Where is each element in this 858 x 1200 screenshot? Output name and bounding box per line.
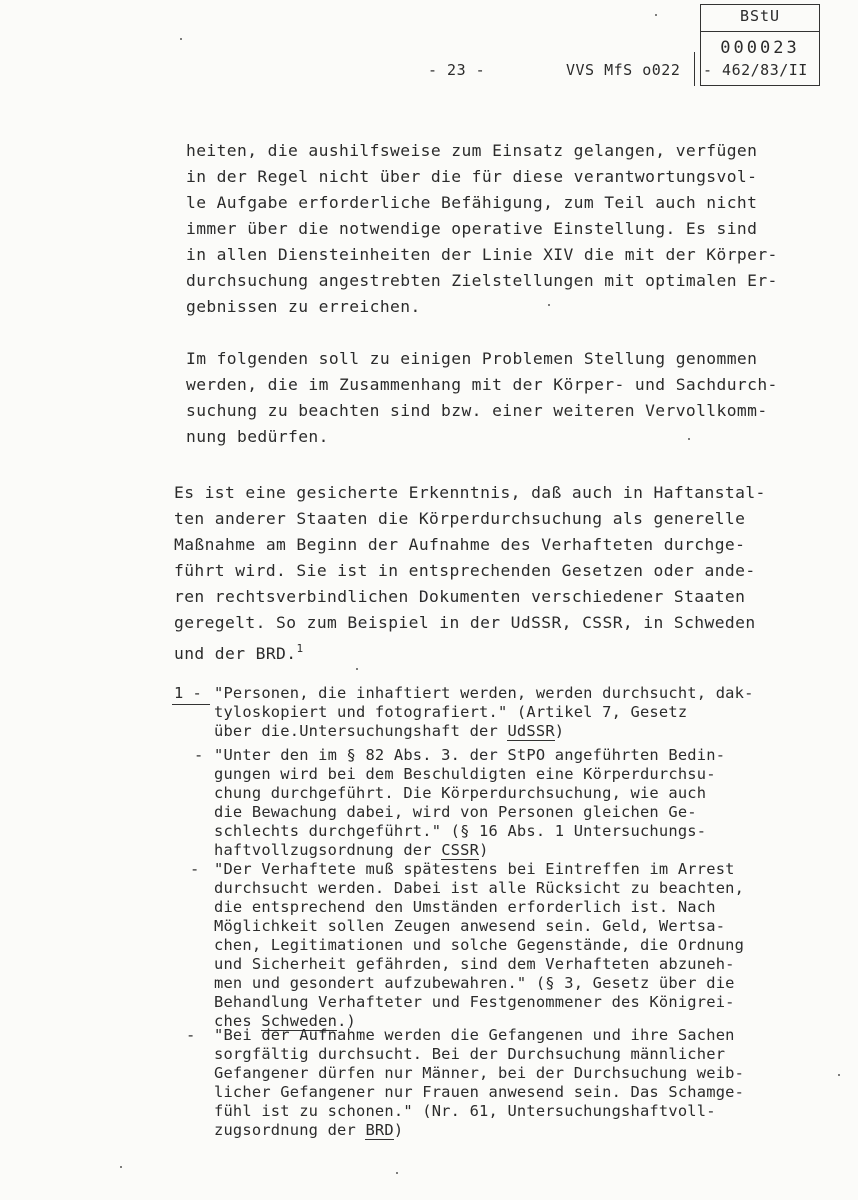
footnote-line — [214, 722, 824, 741]
footnote-line: "Bei der Aufnahme werden die Gefangenen und ihre Sachen — [214, 1026, 735, 1044]
footnote-item-cssr — [214, 746, 824, 860]
footnote-line: licher Gefangener nur Frauen anwesend sein. Das Schamge- — [214, 1083, 745, 1101]
text-line: geregelt. So zum Beispiel in der UdSSR, CSSR, in Schweden — [174, 613, 756, 632]
scan-speck — [688, 438, 690, 440]
scan-speck — [838, 1074, 840, 1076]
footnote-line: Möglichkeit sollen Zeugen anwesend sein. Geld, Wertsa- — [214, 917, 726, 935]
footnote-item-schweden — [214, 860, 824, 1031]
footnote-line: "Personen, die inhaftiert werden, werden durchsucht, dak- — [214, 684, 754, 702]
footnote-line: durchsucht werden. Dabei ist alle Rücksicht zu beachten, — [214, 879, 745, 897]
paragraph-3 — [174, 480, 774, 667]
footnote-line: die Bewachung dabei, wird von Personen gleichen Ge- — [214, 803, 697, 821]
text-line: Maßnahme am Beginn der Aufnahme des Verhafteten durchge- — [174, 535, 746, 554]
footnote-item-udssr — [214, 684, 824, 741]
footnote-line-content: ches — [214, 1012, 262, 1030]
text-line: ten anderer Staaten die Körperdurchsuchung als generelle — [174, 509, 746, 528]
paragraph-2 — [186, 346, 786, 450]
stamp-agency: BStU — [701, 7, 819, 32]
footnote-line-content: über die.Untersuchungshaft der — [214, 722, 508, 740]
text-line: in der Regel nicht über die für diese verantwortungsvol- — [186, 167, 758, 186]
text-line: führt wird. Sie ist in entsprechenden Gesetzen oder ande- — [174, 561, 756, 580]
text-line: werden, die im Zusammenhang mit der Körper- und Sachdurch- — [186, 375, 778, 394]
footnote-marker: - — [190, 860, 200, 878]
underlined-country: UdSSR — [507, 722, 555, 740]
footnote-line: fühl ist zu schonen." (Nr. 61, Untersuchungshaftvoll- — [214, 1102, 716, 1120]
footnote-item-brd — [214, 1026, 824, 1140]
scan-speck — [396, 1172, 398, 1174]
text-line-content: und der BRD. — [174, 644, 297, 663]
footnote-line: die entsprechend den Umständen erforderlich ist. Nach — [214, 898, 716, 916]
scan-speck — [356, 668, 358, 670]
footnote-line: Gefangener dürfen nur Männer, bei der Durchsuchung weib- — [214, 1064, 745, 1082]
footnote-line: Behandlung Verhafteter und Festgenommener des Königrei- — [214, 993, 735, 1011]
text-line: in allen Diensteinheiten der Linie XIV die mit der Körper- — [186, 245, 778, 264]
scan-speck — [120, 1166, 122, 1168]
footnote-line-tail: ) — [393, 1121, 404, 1139]
footnote-line: chung durchgeführt. Die Körperdurchsuchung, wie auch — [214, 784, 707, 802]
stamp-number: 000023 — [720, 38, 800, 58]
footnote-line: gungen wird bei dem Beschuldigten eine Körperdurchsu- — [214, 765, 716, 783]
footnote-line-tail: ) — [479, 841, 489, 859]
text-line: immer über die notwendige operative Einstellung. Es sind — [186, 219, 758, 238]
text-line: gebnissen zu erreichen. — [186, 297, 421, 316]
text-line: heiten, die aushilfsweise zum Einsatz gelangen, verfügen — [186, 141, 758, 160]
footnote-line — [214, 1121, 824, 1140]
footnote-line: men und gesondert aufzubewahren." (§ 3, Gesetz über die — [214, 974, 735, 992]
scan-speck — [655, 14, 657, 16]
footnote-line-tail: ) — [554, 722, 565, 740]
footnote-marker: - — [186, 1026, 196, 1044]
text-line: Es ist eine gesicherte Erkenntnis, daß auch in Haftanstal- — [174, 483, 766, 502]
footnote-line: und Sicherheit gefährden, sind dem Verhafteten abzuneh- — [214, 955, 735, 973]
text-line: le Aufgabe erforderliche Befähigung, zum Teil auch nicht — [186, 193, 758, 212]
footnote-line: schlechts durchgeführt." (§ 16 Abs. 1 Untersuchungs- — [214, 822, 707, 840]
footnote-reference: 1 — [296, 642, 304, 655]
footnote-line-content: zugsordnung der — [214, 1121, 366, 1139]
footnote-marker: 1 - — [174, 684, 202, 702]
underlined-country: BRD — [365, 1121, 394, 1139]
header-divider — [694, 52, 695, 86]
text-line: ren rechtsverbindlichen Dokumenten verschiedener Staaten — [174, 587, 746, 606]
footnote-line: chen, Legitimationen und solche Gegenstände, die Ordnung — [214, 936, 745, 954]
footnote-line: tyloskopiert und fotografiert." (Artikel 7, Gesetz — [214, 703, 688, 721]
footnote-line: "Der Verhaftete muß spätestens bei Eintreffen im Arrest — [214, 860, 735, 878]
document-reference: - 462/83/II — [703, 61, 808, 79]
underlined-country: Schweden — [261, 1012, 338, 1030]
page-number: - 23 - — [428, 61, 486, 79]
footnote-marker: - — [194, 746, 204, 764]
footnote-number-underline — [172, 704, 210, 705]
text-line — [174, 636, 774, 667]
footnote-line: "Unter den im § 82 Abs. 3. der StPO angeführten Bedin- — [214, 746, 726, 764]
scan-speck — [180, 38, 182, 40]
paragraph-1 — [186, 138, 786, 320]
text-line: suchung zu beachten sind bzw. einer weiteren Vervollkomm- — [186, 401, 768, 420]
footnote-line-tail: .) — [337, 1012, 357, 1030]
text-line: durchsuchung angestrebten Zielstellungen mit optimalen Er- — [186, 271, 778, 290]
underlined-country: CSSR — [441, 841, 480, 859]
classification-mark: VVS MfS o022 — [566, 61, 681, 79]
footnote-line-content: haftvollzugsordnung der — [214, 841, 442, 859]
text-line: Im folgenden soll zu einigen Problemen Stellung genommen — [186, 349, 758, 368]
scan-speck — [548, 304, 550, 306]
footnote-line — [214, 841, 824, 860]
footnote-line: sorgfältig durchsucht. Bei der Durchsuchung männlicher — [214, 1045, 726, 1063]
text-line: nung bedürfen. — [186, 427, 329, 446]
